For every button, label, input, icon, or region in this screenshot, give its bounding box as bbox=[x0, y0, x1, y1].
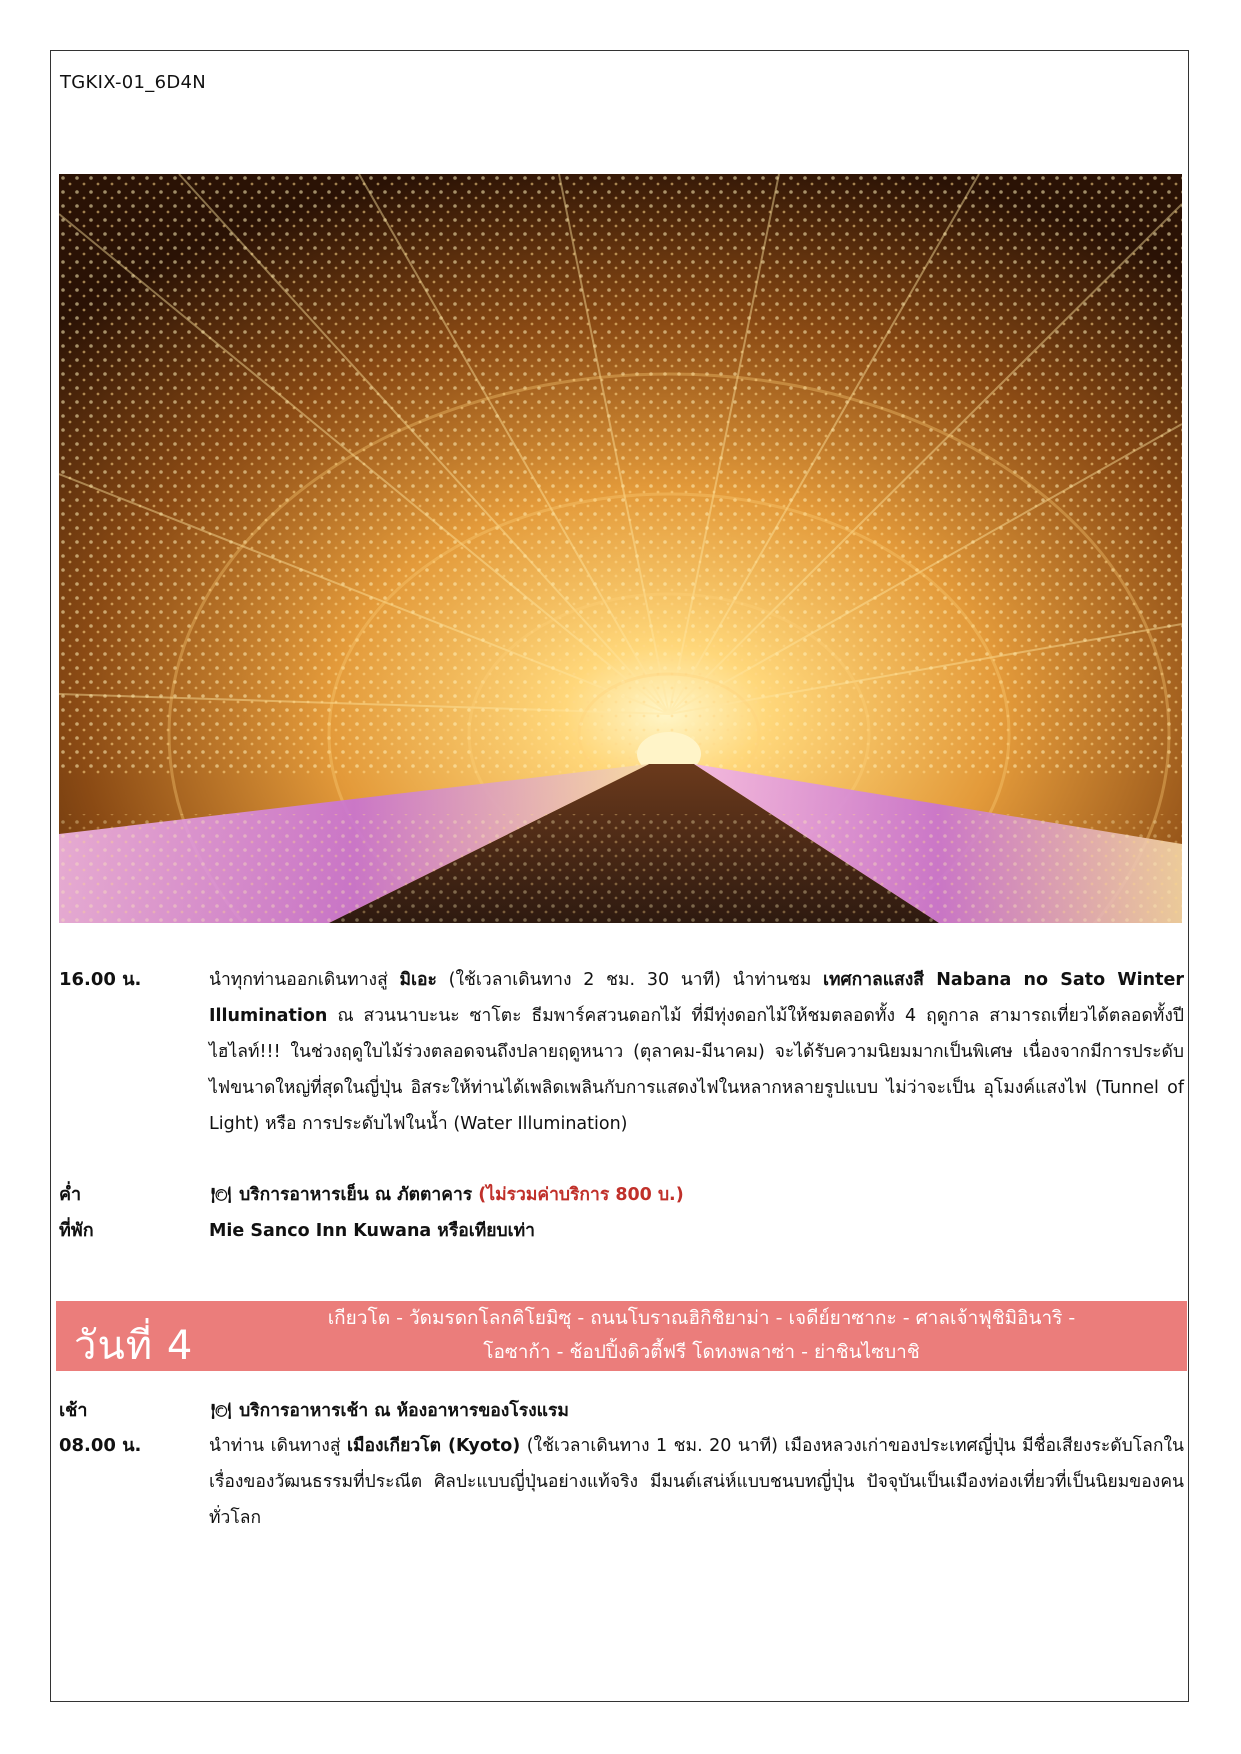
day-route: เกียวโต - วัดมรดกโลกคิโยมิซุ - ถนนโบราณฮิกิชิยาม่า - เจดีย์ยาซากะ - ศาลเจ้าฟุชิมิอินาริ - โอซาก้า - ช้อปปิ้งดิวตี้ฟรี โดทงพลาซ่า - ย่าชินไซบาชิ bbox=[327, 1307, 1076, 1363]
nabana-tunnel-photo bbox=[59, 174, 1182, 923]
dinner-label: ค่ำ bbox=[59, 1184, 82, 1205]
day-4-banner bbox=[56, 1301, 1187, 1371]
activity-description: นำทุกท่านออกเดินทางสู่ มิเอะ (ใช้เวลาเดินทาง 2 ชม. 30 นาที) นำท่านชม เทศกาลแสงสี Nabana no Sato Winter Illumination ณ สวนนาบะนะ ซาโตะ ธีมพาร์คสวนดอกไม้ ที่มีทุ่งดอกไม้ให้ชมตลอดทั้ง 4 ฤดูกาล สามารถเที่ยวได้ตลอดทั้งปี ไฮไลท์!!! ในช่วงฤดูใบไม้ร่วงตลอดจนถึงปลายฤดูหนาว (ตุลาคม-มีนาคม) จะได้รับความนิยมมากเป็นพิเศษ เนื่องจากมีการประดับไฟขนาดใหญ่ที่สุดในญี่ปุ่น อิสระให้ท่านได้เพลิดเพลินกับการแสดงไฟในหลากหลายรูปแบบ ไม่ว่าจะเป็น อุโมงค์แสงไฟ (Tunnel of Light) หรือ การประดับไฟในน้ำ (Water Illumination) bbox=[209, 970, 1184, 1134]
dining-icon: 🍽 bbox=[210, 1401, 232, 1420]
time-label: 08.00 น. bbox=[59, 1435, 142, 1456]
day-number: วันที่ 4 bbox=[74, 1323, 194, 1369]
hotel-label: ที่พัก bbox=[59, 1220, 94, 1241]
dinner-text: บริการอาหารเย็น ณ ภัตตาคาร bbox=[239, 1185, 479, 1205]
destination-mie: มิเอะ bbox=[399, 970, 437, 990]
festival-name: เทศกาลแสงสี Nabana no Sato Winter Illumination bbox=[209, 970, 1184, 1026]
tunnel-of-light-illustration bbox=[59, 174, 1182, 923]
tour-code: TGKIX-01_6D4N bbox=[60, 72, 207, 93]
dining-icon: 🍽 bbox=[210, 1185, 232, 1204]
dinner-price-note: (ไม่รวมค่าบริการ 800 บ.) bbox=[478, 1185, 684, 1205]
time-label: 16.00 น. bbox=[59, 969, 142, 990]
destination-kyoto: เมืองเกียวโต (Kyoto) bbox=[346, 1436, 521, 1456]
activity-description: นำท่าน เดินทางสู่ เมืองเกียวโต (Kyoto) (ใช้เวลาเดินทาง 1 ชม. 20 นาที) เมืองหลวงเก่าของประเทศญี่ปุ่น มีชื่อเสียงระดับโลกในเรื่องของวัฒนธรรมที่ประณีต ศิลปะแบบญี่ปุ่นอย่างแท้จริง มีมนต์เสน่ห์แบบชนบทญี่ปุ่น ปัจจุบันเป็นเมืองท่องเที่ยวที่เป็นนิยมของคนทั่วโลก bbox=[209, 1436, 1184, 1528]
breakfast-text: บริการอาหารเช้า ณ ห้องอาหารของโรงแรม bbox=[239, 1401, 569, 1421]
breakfast-label: เช้า bbox=[59, 1400, 88, 1421]
hotel-name: Mie Sanco Inn Kuwana หรือเทียบเท่า bbox=[209, 1221, 535, 1241]
